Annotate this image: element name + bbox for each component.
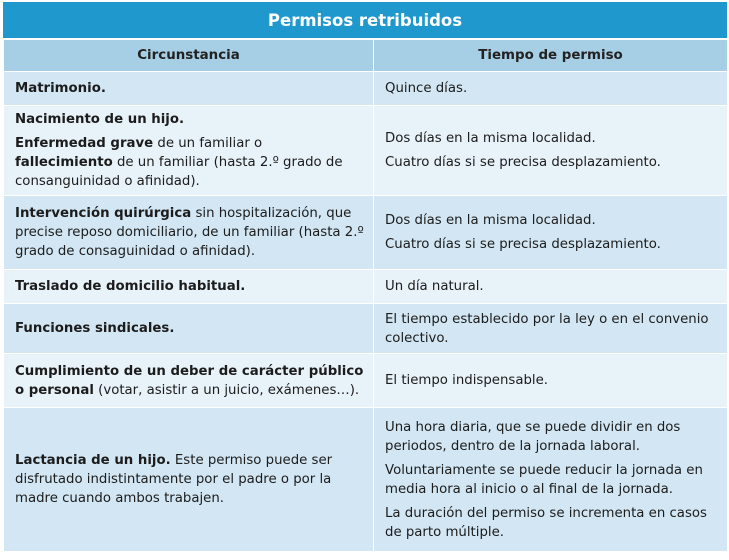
bold-text: Enfermedad grave	[15, 136, 154, 151]
circunstancia-cell	[4, 408, 374, 552]
bold-text: Intervención quirúrgica	[15, 206, 192, 221]
circunstancia-paragraph	[15, 110, 364, 129]
column-header-circunstancia: Circunstancia	[4, 40, 374, 72]
tiempo-paragraph: Un día natural.	[385, 279, 484, 294]
table-row	[4, 270, 728, 304]
circunstancia-cell	[4, 196, 374, 270]
tiempo-cell	[374, 304, 728, 354]
bold-text: Nacimiento de un hijo.	[15, 112, 185, 127]
tiempo-paragraph: Quince días.	[385, 81, 468, 96]
tiempo-cell	[374, 354, 728, 408]
tiempo-paragraph: Dos días en la misma localidad.	[385, 213, 596, 228]
circunstancia-paragraph	[15, 134, 364, 191]
table-row	[4, 106, 728, 196]
circunstancia-paragraph	[15, 277, 364, 296]
table-title: Permisos retribuidos	[3, 2, 727, 39]
tiempo-paragraph: Cuatro días si se precisa desplazamiento.	[385, 237, 661, 252]
table-row	[4, 354, 728, 408]
table-row	[4, 72, 728, 106]
text: sin hospitalización, que precise reposo domiciliario, de un familiar (hasta 2.º grado de consaguinidad o afinidad).	[15, 206, 364, 259]
tiempo-paragraph: Dos días en la misma localidad.	[385, 131, 596, 146]
circunstancia-paragraph	[15, 319, 364, 338]
circunstancia-cell	[4, 72, 374, 106]
circunstancia-cell	[4, 106, 374, 196]
table-row	[4, 408, 728, 552]
table-row	[4, 196, 728, 270]
bold-text: Lactancia de un hijo.	[15, 453, 171, 468]
tiempo-cell	[374, 72, 728, 106]
circunstancia-paragraph	[15, 451, 364, 508]
permisos-table-container	[3, 2, 727, 560]
tiempo-cell	[374, 106, 728, 196]
bold-text: Funciones sindicales.	[15, 321, 175, 336]
table-body	[4, 72, 728, 552]
tiempo-paragraph: El tiempo establecido por la ley o en el convenio colectivo.	[385, 311, 709, 346]
text: Este permiso puede ser disfrutado indistintamente por el padre o por la madre cuando ambos trabajen.	[15, 453, 333, 506]
tiempo-paragraph: El tiempo indispensable.	[385, 373, 549, 388]
tiempo-cell	[374, 408, 728, 552]
text: de un familiar o	[153, 136, 263, 151]
tiempo-cell	[374, 270, 728, 304]
circunstancia-paragraph	[15, 79, 364, 98]
tiempo-paragraph: La duración del permiso se incrementa en casos de parto múltiple.	[385, 505, 707, 540]
text: (votar, asistir a un juicio, exámenes…).	[93, 382, 360, 398]
circunstancia-cell	[4, 270, 374, 304]
tiempo-paragraph: Cuatro días si se precisa desplazamiento.	[385, 155, 661, 170]
table-row	[4, 304, 728, 354]
text: de un familiar (hasta 2.º grado de consanguinidad o afinidad).	[15, 155, 343, 189]
tiempo-paragraph: Una hora diaria, que se puede dividir en dos periodos, dentro de la jornada laboral.	[385, 419, 681, 454]
column-header-tiempo: Tiempo de permiso	[374, 40, 728, 72]
bold-text: Traslado de domicilio habitual.	[15, 279, 246, 294]
bold-text: fallecimiento	[15, 155, 113, 170]
circunstancia-paragraph	[15, 204, 364, 261]
tiempo-cell	[374, 196, 728, 270]
circunstancia-cell	[4, 354, 374, 408]
bold-text: Matrimonio.	[15, 81, 106, 96]
tiempo-paragraph: Voluntariamente se puede reducir la jornada en media hora al inicio o al final de la jornada.	[385, 462, 703, 497]
permisos-table	[3, 39, 728, 552]
header-row	[4, 40, 728, 72]
bold-text: Cumplimiento de un deber de carácter público o personal	[15, 363, 364, 398]
circunstancia-cell	[4, 304, 374, 354]
circunstancia-paragraph	[15, 362, 364, 400]
